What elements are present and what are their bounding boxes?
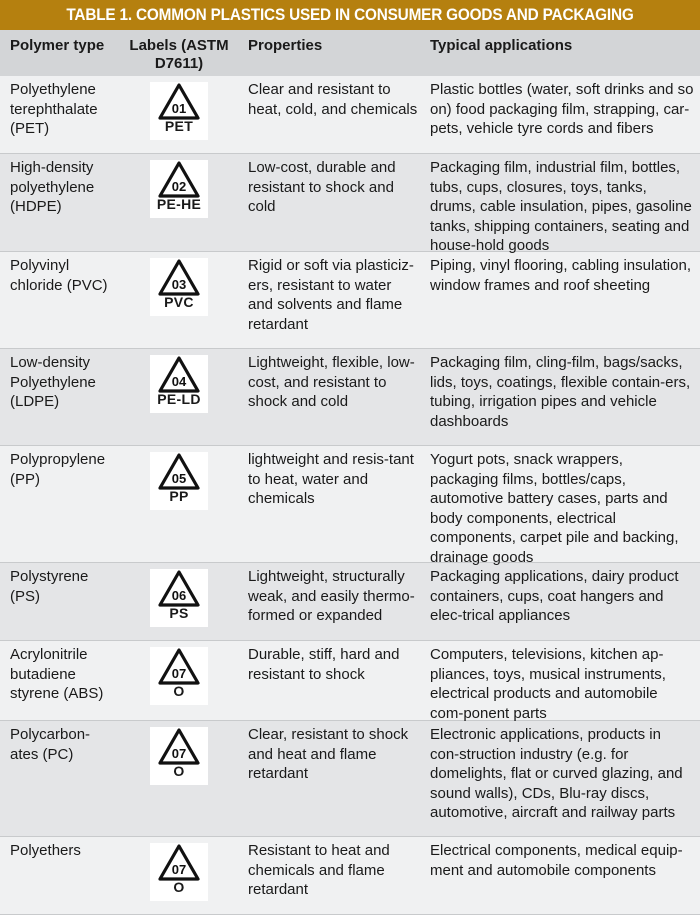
properties-cell: Rigid or soft via plasticiz-ers, resistant to water and solvents and flame retardant <box>248 257 414 333</box>
recycling-triangle-icon <box>157 843 201 883</box>
recycling-code-number: 07 <box>171 862 187 877</box>
recycling-code-label <box>150 160 208 218</box>
polymer-type-cell: Polypropylene (PP) <box>10 451 106 488</box>
recycling-code-label <box>150 452 208 510</box>
recycling-triangle-icon <box>157 355 201 395</box>
recycling-code-label <box>150 727 208 785</box>
properties-cell: Durable, stiff, hard and resistant to shock <box>248 646 400 683</box>
applications-cell: Piping, vinyl flooring, cabling insulation, window frames and roof sheeting <box>430 257 691 294</box>
recycling-triangle-icon <box>157 82 201 122</box>
applications-cell: Yogurt pots, snack wrappers, packaging films, bottles/caps, automotive battery cases, parts and body components, electrical components, carpet pile and backing, drainage goods <box>430 451 679 566</box>
label-cell <box>118 76 240 153</box>
polymer-type-cell: Polyvinyl chloride (PVC) <box>10 257 108 294</box>
recycling-code-number: 07 <box>171 666 187 681</box>
header-properties: Properties <box>248 37 323 54</box>
applications-cell: Computers, televisions, kitchen ap-pliances, toys, musical instruments, electrical products and automobile com-ponent parts <box>430 646 666 722</box>
label-cell <box>118 349 240 445</box>
label-cell <box>118 563 240 640</box>
polymer-type-cell: Polystyrene (PS) <box>10 568 89 605</box>
table-title: TABLE 1. COMMON PLASTICS USED IN CONSUMER GOODS AND PACKAGING <box>25 0 676 30</box>
label-cell <box>118 154 240 251</box>
applications-cell: Plastic bottles (water, soft drinks and so on) food packaging film, strapping, car-pets, vehicle tyre cords and fibers <box>430 81 694 137</box>
resin-abbreviation: O <box>173 683 185 699</box>
recycling-code-label <box>150 647 208 705</box>
properties-cell: Lightweight, flexible, low-cost, and resistant to shock and cold <box>248 354 415 410</box>
applications-cell: Packaging applications, dairy product containers, cups, coat hangers and elec-trical appliances <box>430 568 679 624</box>
label-cell <box>118 837 240 914</box>
table-row <box>0 252 700 349</box>
properties-cell: Lightweight, structurally weak, and easily thermo-formed or expanded <box>248 568 415 624</box>
recycling-code-label <box>150 569 208 627</box>
recycling-code-number: 07 <box>171 746 187 761</box>
polymer-type-cell: Polyethers <box>10 842 81 859</box>
table-row <box>0 721 700 837</box>
resin-abbreviation: PE-LD <box>157 391 201 407</box>
recycling-triangle-icon <box>157 452 201 492</box>
table-header <box>0 30 700 76</box>
resin-abbreviation: PS <box>169 605 189 621</box>
resin-abbreviation: PVC <box>164 294 194 310</box>
polymer-type-cell: Acrylonitrile butadiene styrene (ABS) <box>10 646 104 702</box>
table-row <box>0 154 700 252</box>
applications-cell: Packaging film, industrial film, bottles, tubs, cups, closures, toys, tanks, drums, cable insulation, pipes, gasoline tanks, shipping containers, seating and house-hold goods <box>430 159 692 254</box>
recycling-code-number: 04 <box>171 374 187 389</box>
polymer-type-cell: High-density polyethylene (HDPE) <box>10 159 95 215</box>
properties-cell: lightweight and resis-tant to heat, water and chemicals <box>248 451 414 507</box>
recycling-triangle-icon <box>157 160 201 200</box>
header-applications: Typical applications <box>430 37 573 54</box>
table-row <box>0 563 700 641</box>
recycling-code-number: 03 <box>171 277 187 292</box>
resin-abbreviation: PE-HE <box>156 196 202 212</box>
resin-abbreviation: PET <box>164 118 194 134</box>
recycling-code-label <box>150 843 208 901</box>
properties-cell: Resistant to heat and chemicals and flame retardant <box>248 842 390 898</box>
recycling-code-number: 06 <box>171 588 187 603</box>
properties-cell: Clear and resistant to heat, cold, and chemicals <box>248 81 418 118</box>
header-labels: Labels (ASTM D7611) <box>129 37 229 72</box>
recycling-triangle-icon <box>157 569 201 609</box>
table-row <box>0 641 700 721</box>
label-cell <box>118 721 240 836</box>
applications-cell: Electrical components, medical equip-ment and automobile components <box>430 842 683 879</box>
label-cell <box>118 252 240 348</box>
polymer-type-cell: Polycarbon-ates (PC) <box>10 726 91 763</box>
recycling-code-number: 02 <box>171 179 187 194</box>
label-cell <box>118 641 240 720</box>
polymer-type-cell: Low-density Polyethylene (LDPE) <box>10 354 96 410</box>
table-row <box>0 446 700 566</box>
recycling-code-label <box>150 258 208 316</box>
properties-cell: Clear, resistant to shock and heat and flame retardant <box>248 726 409 782</box>
table-row <box>0 837 700 915</box>
label-cell <box>118 446 240 562</box>
resin-abbreviation: O <box>173 763 185 779</box>
table-row <box>0 76 700 154</box>
resin-abbreviation: PP <box>169 488 189 504</box>
table-body <box>0 76 700 915</box>
table-row <box>0 349 700 446</box>
recycling-triangle-icon <box>157 258 201 298</box>
applications-cell: Packaging film, cling-film, bags/sacks, lids, toys, coatings, flexible contain-ers, tubing, irrigation pipes and vehicle dashboards <box>430 354 691 430</box>
properties-cell: Low-cost, durable and resistant to shock and cold <box>248 159 396 215</box>
recycling-code-label <box>150 355 208 413</box>
recycling-code-number: 05 <box>171 471 187 486</box>
applications-cell: Electronic applications, products in con-struction industry (e.g. for domelights, flat or curved glazing, and sound walls), CDs, Blu-ray discs, automotive, aircraft and railway parts <box>430 726 683 821</box>
resin-abbreviation: O <box>173 879 185 895</box>
polymer-type-cell: Polyethylene terephthalate (PET) <box>10 81 98 137</box>
recycling-code-number: 01 <box>171 101 187 116</box>
header-polymer-type: Polymer type <box>10 37 105 54</box>
table-title-bar <box>0 0 700 30</box>
recycling-triangle-icon <box>157 647 201 687</box>
recycling-triangle-icon <box>157 727 201 767</box>
recycling-code-label <box>150 82 208 140</box>
